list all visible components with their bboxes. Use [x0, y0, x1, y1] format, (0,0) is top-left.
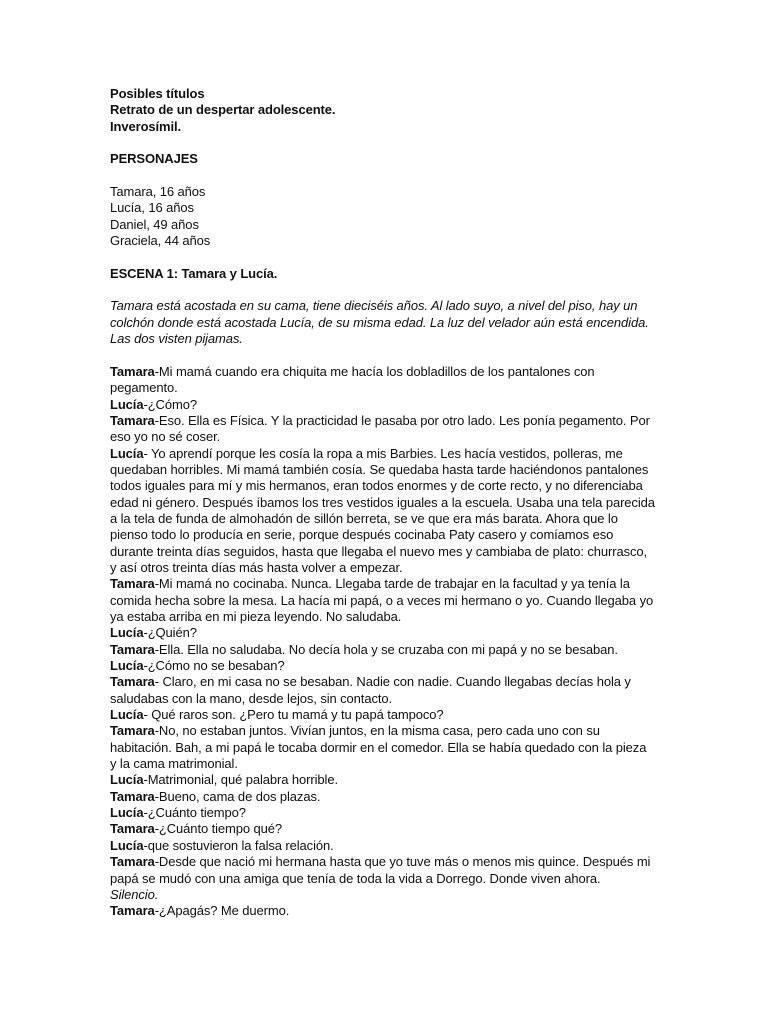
- speaker-name: Tamara: [110, 854, 155, 870]
- dialogue-line: [110, 871, 670, 887]
- dialogue-text: papá se mudó con una amiga que tenía de toda la vida a Dorrego. Donde viven ahora.: [110, 870, 601, 886]
- dialogue-entry: [110, 821, 670, 837]
- dialogue-entry: [110, 658, 670, 674]
- dialogue-entry: [110, 446, 670, 577]
- dialogue-line: [110, 429, 670, 445]
- dialogue-line: [110, 495, 670, 511]
- dialogue-text: Ella. Ella no saludaba. No decía hola y se cruzaba con mi papá y no se besaban.: [158, 641, 618, 657]
- dialogue-text: quedaban horribles. Mi mamá también cosía. Se quedaba hasta tarde haciéndonos pantalones: [110, 461, 649, 477]
- dialogue-entry: [110, 625, 670, 641]
- dialogue-text: Desde que nació mi hermana hasta que yo tuve más o menos mis quince. Después mi: [158, 854, 651, 870]
- dialogue-entry: [110, 789, 670, 805]
- dialogue-line: [110, 772, 670, 788]
- dialogue-line: [110, 642, 670, 658]
- dialogue-entry: [110, 364, 670, 397]
- speaker-separator: -: [154, 821, 159, 837]
- dialogue-text: ¿Apagás? Me duermo.: [158, 903, 290, 919]
- dialogue-entry: [110, 772, 670, 788]
- speaker-name: Lucía: [110, 445, 144, 461]
- dialogue-line: [110, 560, 670, 576]
- dialogue-text: ¿Cómo no se besaban?: [147, 658, 285, 674]
- dialogue-line: [110, 740, 670, 756]
- dialogue-entry: [110, 576, 670, 625]
- character-item: Graciela, 44 años: [110, 233, 211, 249]
- speaker-name: Lucía: [110, 805, 144, 821]
- dialogue-entry: [110, 707, 670, 723]
- dialogue-text: y así otros treinta días más hasta volver a empezar.: [110, 559, 403, 575]
- dialogue-text: ¿Quién?: [147, 625, 197, 641]
- dialogue-line: [110, 821, 670, 837]
- speaker-name: Lucía: [110, 837, 144, 853]
- speaker-separator: -: [154, 363, 159, 379]
- speaker-name: Tamara: [110, 641, 155, 657]
- dialogue-text: No, no estaban juntos. Vivían juntos, en la misma casa, pero cada uno con su: [158, 723, 600, 739]
- dialogue-line: [110, 544, 670, 560]
- speaker-name: Lucía: [110, 396, 144, 412]
- dialogue-text: Matrimonial, qué palabra horrible.: [147, 772, 338, 788]
- dialogue-line: [110, 789, 670, 805]
- dialogue-entry: [110, 805, 670, 821]
- speaker-separator: -: [154, 412, 159, 428]
- speaker-separator: -: [143, 658, 148, 674]
- speaker-name: Tamara: [110, 903, 155, 919]
- dialogue-line: [110, 397, 670, 413]
- dialogue-text: Claro, en mi casa no se besaban. Nadie con nadie. Cuando llegabas decías hola y: [162, 674, 631, 690]
- speaker-name: Lucía: [110, 658, 144, 674]
- speaker-separator: -: [154, 723, 159, 739]
- speaker-separator: -: [143, 772, 148, 788]
- character-list: [110, 184, 670, 249]
- dialogue-line: [110, 805, 670, 821]
- dialogue-line: [110, 691, 670, 707]
- dialogue-entry: [110, 854, 670, 887]
- stage-direction-line: Tamara está acostada en su cama, tiene dieciséis años. Al lado suyo, a nivel del piso, hay un: [110, 298, 638, 314]
- stage-direction-line: Las dos visten pijamas.: [110, 331, 243, 347]
- dialogue-entry: [110, 642, 670, 658]
- title-option-1: Retrato de un despertar adolescente.: [110, 102, 336, 118]
- dialogue-line: [110, 674, 670, 690]
- dialogue-text: Mi mamá cuando era chiquita me hacía los dobladillos de los pantalones con: [158, 363, 595, 379]
- dialogue-line: [110, 838, 670, 854]
- dialogue-line: [110, 707, 670, 723]
- speaker-name: Lucía: [110, 772, 144, 788]
- dialogue-text: habitación. Bah, a mi papá le tocaba dormir en el comedor. Ella se había quedado con la pieza: [110, 739, 647, 755]
- dialogue-entry: [110, 674, 670, 707]
- document-page: [110, 86, 670, 920]
- speaker-name: Tamara: [110, 788, 155, 804]
- dialogue-line: [110, 527, 670, 543]
- speaker-separator: -: [154, 641, 159, 657]
- speaker-name: Lucía: [110, 625, 144, 641]
- dialogue-line: [110, 478, 670, 494]
- dialogue-line: [110, 593, 670, 609]
- speaker-name: Tamara: [110, 674, 155, 690]
- character-item: Lucía, 16 años: [110, 200, 194, 216]
- dialogue-text: ya estaba arriba en mi pieza leyendo. No saludaba.: [110, 609, 402, 624]
- characters-heading: PERSONAJES: [110, 151, 198, 167]
- dialogue: [110, 364, 670, 887]
- dialogue-line: [110, 625, 670, 641]
- title-option-2: Inverosímil.: [110, 118, 182, 134]
- dialogue-line: [110, 576, 670, 592]
- dialogue-line: [110, 462, 670, 478]
- scene-heading: ESCENA 1: Tamara y Lucía.: [110, 265, 278, 281]
- dialogue-text: edad ni género. Después íbamos los tres vestidos iguales a la escuela. Usaba una tela parecida: [110, 494, 655, 510]
- speaker-name: Lucía: [110, 707, 144, 723]
- speaker-separator: -: [143, 707, 152, 723]
- dialogue-text: a la tela de funda de almohadón de sillón berreta, se ve que era más barata. Ahora que lo: [110, 510, 618, 526]
- dialogue-text: eso yo no sé coser.: [110, 429, 221, 445]
- dialogue-line: [110, 609, 670, 625]
- dialogue-line: [110, 756, 670, 772]
- dialogue-entry: [110, 723, 670, 772]
- dialogue-text: ¿Cuánto tiempo?: [147, 805, 246, 821]
- speaker-separator: -: [154, 576, 159, 592]
- speaker-separator: -: [143, 625, 148, 641]
- stage-direction-line: colchón donde está acostada Lucía, de su misma edad. La luz del velador aún está encendida.: [110, 314, 649, 330]
- speaker-separator: -: [154, 674, 163, 690]
- dialogue-text: todos iguales para mí y mis hermanos, eran todos enormes y de corte recto, y no diferenciaba: [110, 478, 643, 494]
- dialogue-text: Yo aprendí porque les cosía la ropa a mis Barbies. Les hacía vestidos, polleras, me: [150, 445, 623, 461]
- speaker-separator: -: [143, 805, 148, 821]
- stage-direction: [110, 298, 670, 347]
- silence-direction: Silencio.: [110, 886, 159, 902]
- speaker-name: Tamara: [110, 723, 155, 739]
- dialogue-text: ¿Cómo?: [147, 396, 197, 412]
- speaker-name: Tamara: [110, 412, 155, 428]
- dialogue-text: saludabas con la mano, desde lejos, sin contacto.: [110, 690, 393, 706]
- speaker-name: Tamara: [110, 576, 155, 592]
- dialogue-line: [110, 380, 670, 396]
- speaker-name: Tamara: [110, 363, 155, 379]
- dialogue-text: Qué raros son. ¿Pero tu mamá y tu papá tampoco?: [151, 707, 444, 723]
- speaker-separator: -: [154, 903, 159, 919]
- dialogue-line: [110, 723, 670, 739]
- character-item: Tamara, 16 años: [110, 184, 206, 200]
- dialogue-line: [110, 511, 670, 527]
- dialogue-entry: [110, 397, 670, 413]
- speaker-name: Tamara: [110, 821, 155, 837]
- dialogue-line: [110, 854, 670, 870]
- dialogue-text: Eso. Ella es Física. Y la practicidad le pasaba por otro lado. Les ponía pegamento. Por: [158, 412, 650, 428]
- speaker-separator: -: [154, 854, 159, 870]
- dialogue-text: que sostuvieron la falsa relación.: [147, 837, 334, 853]
- speaker-separator: -: [143, 445, 151, 461]
- dialogue-line: [110, 413, 670, 429]
- speaker-separator: -: [143, 837, 148, 853]
- character-item: Daniel, 49 años: [110, 216, 199, 232]
- dialogue-entry: [110, 838, 670, 854]
- dialogue-text: pienso todo lo producía en serie, porque después cocinaba Paty casero y comíamos eso: [110, 527, 614, 543]
- dialogue-line: [110, 446, 670, 462]
- dialogue-text: ¿Cuánto tiempo qué?: [158, 821, 283, 837]
- dialogue-text: comida hecha sobre la mesa. La hacía mi papá, o a veces mi hermano o yo. Cuando llegaba yo: [110, 592, 654, 608]
- dialogue-line: [110, 364, 670, 380]
- dialogue-text: Mi mamá no cocinaba. Nunca. Llegaba tarde de trabajar en la facultad y ya tenía la: [158, 576, 630, 592]
- dialogue-text: pegamento.: [110, 380, 178, 396]
- dialogue-text: durante treinta días seguidos, hasta que llegaba el nuevo mes y cambiaba de plato: churrasco,: [110, 543, 648, 559]
- titles-heading: Posibles títulos: [110, 86, 205, 101]
- dialogue-entry: [110, 413, 670, 446]
- speaker-separator: -: [154, 788, 159, 804]
- speaker-separator: -: [143, 396, 148, 412]
- dialogue-line: [110, 658, 670, 674]
- final-dialogue-line: [110, 903, 670, 919]
- dialogue-text: y la cama matrimonial.: [110, 756, 238, 772]
- dialogue-text: Bueno, cama de dos plazas.: [158, 788, 321, 804]
